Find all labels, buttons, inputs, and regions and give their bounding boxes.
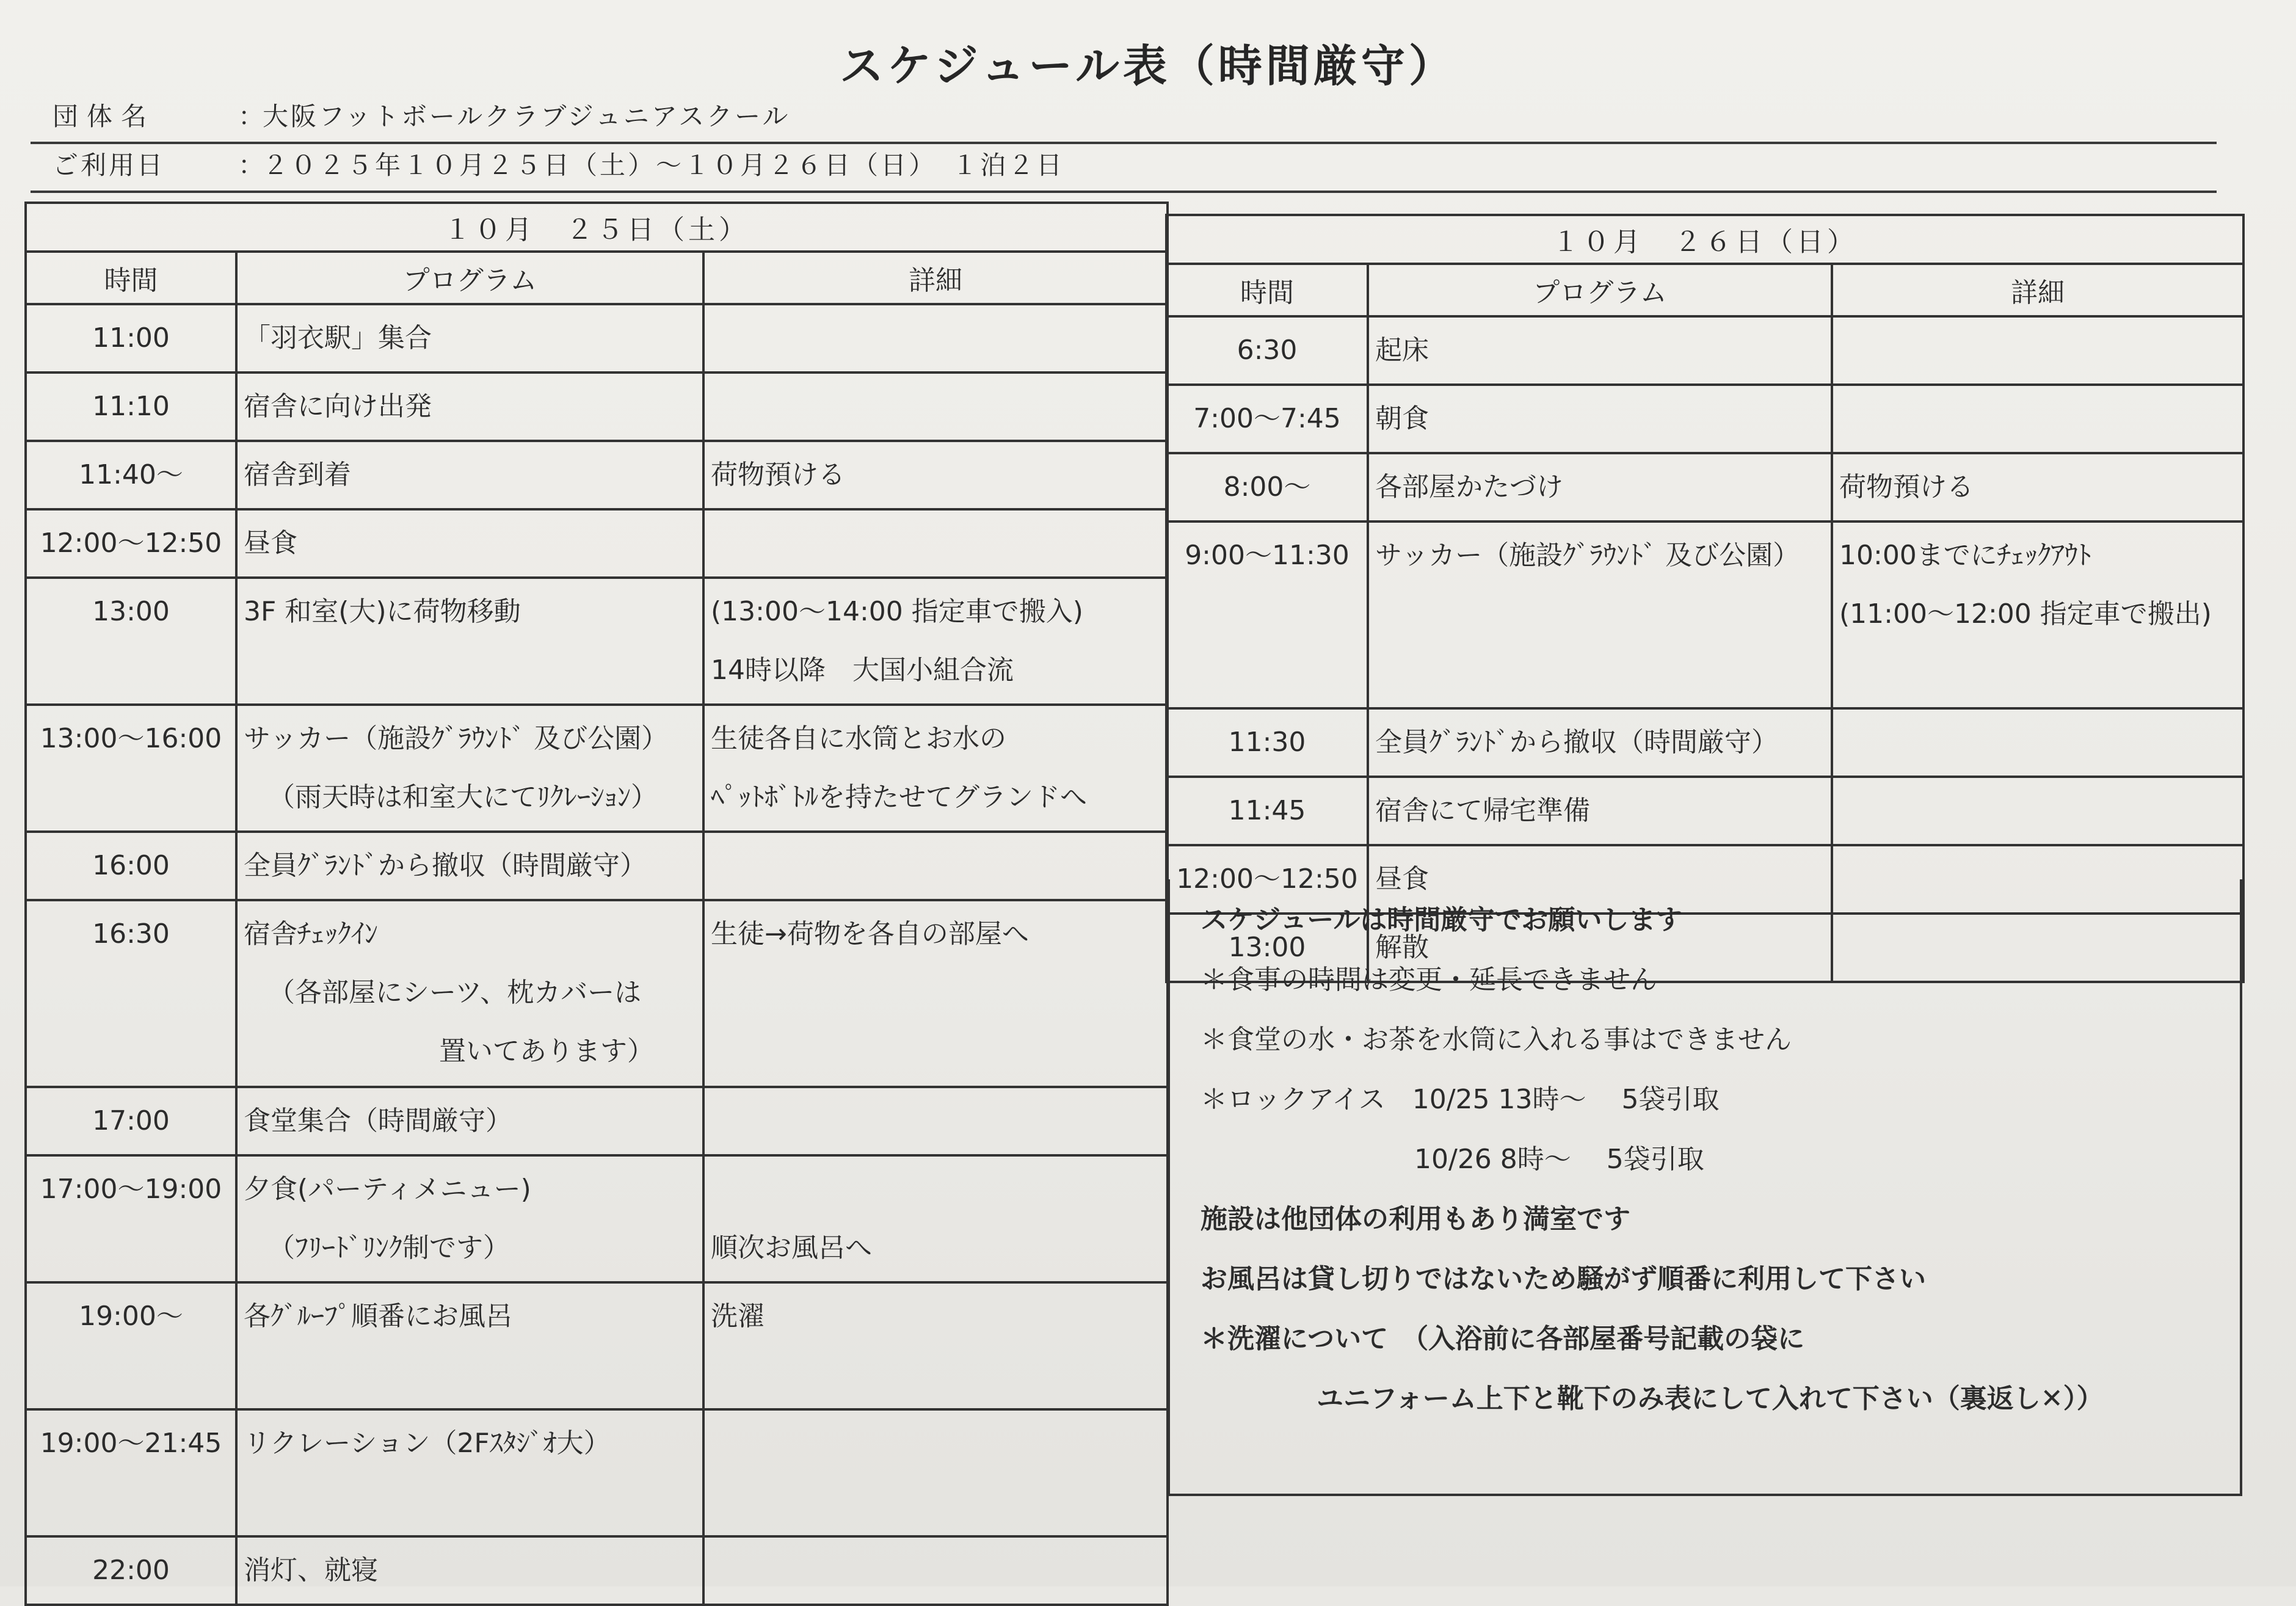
program-text: 「羽衣駅」集合 (244, 322, 432, 354)
schedule-row (26, 578, 1168, 705)
detail-text: 生徒→荷物を各自の部屋へ (711, 918, 1029, 950)
group-row (31, 92, 2217, 144)
row-time (26, 1087, 236, 1155)
schedule-row (26, 372, 1168, 441)
group-colon: ： (238, 101, 264, 131)
schedule-row (26, 509, 1168, 578)
detail-text: 生徒各自に水筒とお水の (711, 723, 1006, 754)
row-time (26, 1282, 236, 1409)
row-detail (1832, 777, 2243, 845)
program-text: 全員ｸﾞﾗﾝﾄﾞから撤収（時間厳守） (1375, 727, 1778, 758)
row-time (1166, 521, 1368, 708)
detail-text: 荷物預ける (1839, 471, 1974, 503)
program-text: 3F 和室(大)に荷物移動 (244, 596, 521, 627)
row-time (26, 304, 236, 372)
time-text: 11:30 (1228, 727, 1306, 758)
row-detail (703, 372, 1168, 441)
note-line: スケジュールは時間厳守でお願いします (1201, 904, 1683, 936)
row-time (26, 509, 236, 578)
row-detail (1832, 708, 2243, 777)
row-time (1166, 316, 1368, 385)
row-program (1368, 453, 1832, 521)
row-program (236, 1087, 703, 1155)
note-line: 施設は他団体の利用もあり満室です (1201, 1204, 1630, 1235)
time-text: 6:30 (1237, 335, 1298, 366)
row-detail (703, 441, 1168, 509)
detail-text: 洗濯 (711, 1301, 765, 1332)
schedule-row (26, 441, 1168, 509)
row-detail (1832, 521, 2243, 708)
time-text: 16:30 (92, 918, 170, 950)
page-title: スケジュール表（時間厳守） (840, 40, 1456, 92)
day2-program-header: プログラム (1368, 264, 1832, 316)
row-time (26, 441, 236, 509)
row-detail (703, 705, 1168, 832)
row-detail (703, 509, 1168, 578)
day2-title: １０月 ２６日（日） (1166, 215, 2243, 264)
time-text: 19:00～ (79, 1301, 183, 1332)
row-detail (703, 1282, 1168, 1409)
row-detail (703, 1155, 1168, 1282)
program-text: 消灯、就寝 (244, 1555, 378, 1586)
row-program (236, 1282, 703, 1409)
note-line: ＊ロックアイス 10/25 13時～ 5袋引取 (1201, 1084, 1720, 1115)
time-text: 9:00～11:30 (1185, 540, 1350, 571)
schedule-row (1166, 777, 2243, 845)
detail-text: (11:00～12:00 指定車で搬出) (1839, 598, 2212, 630)
row-time (26, 832, 236, 900)
schedule-row (26, 1409, 1168, 1536)
row-detail (703, 1409, 1168, 1536)
program-text: 宿舎到着 (244, 459, 351, 490)
time-text: 12:00～12:50 (40, 528, 222, 559)
day1-schedule-table (24, 202, 1169, 1606)
program-text: 宿舎にて帰宅準備 (1375, 795, 1590, 826)
row-time (26, 372, 236, 441)
day1-time-header: 時間 (26, 252, 236, 304)
row-time (26, 578, 236, 705)
time-text: 17:00～19:00 (40, 1174, 222, 1205)
row-time (1166, 453, 1368, 521)
row-program (1368, 385, 1832, 453)
program-text: 宿舎に向け出発 (244, 391, 432, 422)
row-program (1368, 777, 1832, 845)
schedule-row (26, 1155, 1168, 1282)
detail-text: ﾍﾟｯﾄﾎﾞﾄﾙを持たせてグランドへ (711, 782, 1087, 813)
day1-detail-header: 詳細 (703, 252, 1168, 304)
time-text: 12:00～12:50 (1176, 863, 1358, 895)
note-line: ユニフォーム上下と靴下のみ表にして入れて下さい（裏返し✕）） (1317, 1383, 2104, 1414)
detail-text (711, 1160, 1160, 1219)
row-program (236, 578, 703, 705)
time-text: 17:00 (92, 1105, 170, 1136)
row-time (1166, 385, 1368, 453)
program-text: 全員ｸﾞﾗﾝﾄﾞから撤収（時間厳守） (244, 850, 647, 881)
row-program (236, 1409, 703, 1536)
program-text: 昼食 (244, 528, 297, 559)
row-time (26, 900, 236, 1087)
row-detail (1832, 453, 2243, 521)
schedule-row (26, 1282, 1168, 1409)
detail-text: 順次お風呂へ (711, 1232, 872, 1263)
row-time (1166, 708, 1368, 777)
schedule-row (26, 900, 1168, 1087)
time-text: 11:40～ (79, 459, 183, 490)
row-program (236, 372, 703, 441)
schedule-row (1166, 385, 2243, 453)
row-program (236, 441, 703, 509)
notes-box (1168, 879, 2242, 1496)
note-line: ＊洗濯について （入浴前に各部屋番号記載の袋に (1201, 1323, 1805, 1354)
row-detail (703, 1536, 1168, 1605)
row-program (236, 304, 703, 372)
time-text: 11:45 (1228, 795, 1306, 826)
row-time (26, 1536, 236, 1605)
date-row (31, 140, 2217, 193)
row-detail (703, 1087, 1168, 1155)
note-line: 10/26 8時～ 5袋引取 (1414, 1144, 1704, 1175)
schedule-row (1166, 453, 2243, 521)
row-time (26, 1155, 236, 1282)
date-colon: ： (238, 150, 264, 180)
day1-title: １０月 ２５日（土） (26, 203, 1168, 252)
row-detail (1832, 316, 2243, 385)
program-text: 昼食 (1375, 863, 1429, 895)
detail-text: 荷物預ける (711, 459, 845, 490)
schedule-row (26, 304, 1168, 372)
program-text: 解散 (1375, 932, 1429, 963)
detail-text: (13:00～14:00 指定車で搬入) (711, 596, 1083, 627)
program-text: リクレーション（2Fｽﾀｼﾞｵ大） (244, 1428, 611, 1459)
time-text: 7:00～7:45 (1193, 403, 1341, 434)
row-time (26, 1409, 236, 1536)
time-text: 16:00 (92, 850, 170, 881)
row-program (1368, 316, 1832, 385)
detail-text: 10:00までにﾁｪｯｸｱｳﾄ (1839, 540, 2091, 571)
row-program (236, 705, 703, 832)
row-detail (703, 304, 1168, 372)
row-program (236, 1155, 703, 1282)
program-text: 各部屋かたづけ (1375, 471, 1563, 503)
day2-detail-header: 詳細 (1832, 264, 2243, 316)
date-value: ２０２５年１０月２５日（土）～１０月２６日（日） １泊２日 (263, 150, 1065, 180)
program-text: 宿舎ﾁｪｯｸｲﾝ (244, 918, 378, 950)
row-program (236, 832, 703, 900)
schedule-row (26, 832, 1168, 900)
detail-text: 14時以降 大国小組合流 (711, 655, 1014, 686)
schedule-row (1166, 708, 2243, 777)
day1-program-header: プログラム (236, 252, 703, 304)
row-program (236, 1536, 703, 1605)
time-text: 8:00～ (1223, 471, 1311, 503)
program-text: 夕食(パーティメニュー) (244, 1174, 531, 1205)
row-detail (703, 832, 1168, 900)
time-text: 22:00 (92, 1555, 170, 1586)
group-label: 団体名 (53, 101, 156, 131)
day2-schedule-table (1165, 214, 2245, 983)
row-program (236, 900, 703, 1087)
row-time (26, 705, 236, 832)
time-text: 13:00 (92, 596, 170, 627)
row-program (1368, 521, 1832, 708)
row-detail (1832, 385, 2243, 453)
program-text: 食堂集合（時間厳守） (244, 1105, 512, 1136)
schedule-row (26, 1087, 1168, 1155)
program-text: 各ｸﾞﾙｰﾌﾟ順番にお風呂 (244, 1301, 512, 1332)
program-text: 起床 (1375, 335, 1429, 366)
schedule-row (1166, 316, 2243, 385)
time-text: 13:00 (1228, 932, 1306, 963)
schedule-row (26, 1536, 1168, 1605)
row-detail (703, 578, 1168, 705)
program-text: サッカー（施設ｸﾞﾗｳﾝﾄﾞ 及び公園） (244, 723, 669, 754)
group-name: 大阪フットボールクラブジュニアスクール (263, 101, 791, 131)
schedule-row (26, 705, 1168, 832)
row-detail (703, 900, 1168, 1087)
row-time (1166, 777, 1368, 845)
time-text: 13:00～16:00 (40, 723, 222, 754)
note-line: ＊食堂の水・お茶を水筒に入れる事はできません (1201, 1024, 1792, 1055)
row-program (1368, 708, 1832, 777)
program-text: （雨天時は和室大にてﾘｸﾚｰｼｮﾝ） (268, 782, 658, 813)
program-text: 置いてあります） (439, 1036, 654, 1067)
date-label: ご利用日 (53, 150, 165, 180)
time-text: 11:00 (92, 322, 170, 354)
program-text: （ﾌﾘｰﾄﾞﾘﾝｸ制です） (268, 1232, 510, 1263)
program-text: サッカー（施設ｸﾞﾗｳﾝﾄﾞ 及び公園） (1375, 540, 1800, 571)
time-text: 11:10 (92, 391, 170, 422)
program-text: 朝食 (1375, 403, 1429, 434)
note-line: ＊食事の時間は変更・延長できません (1201, 964, 1657, 995)
time-text: 19:00～21:45 (40, 1428, 222, 1459)
note-line: お風呂は貸し切りではないため騒がず順番に利用して下さい (1201, 1263, 1926, 1295)
program-text: （各部屋にシーツ、枕カバーは (268, 977, 642, 1008)
schedule-row (1166, 521, 2243, 708)
row-program (236, 509, 703, 578)
day2-time-header: 時間 (1166, 264, 1368, 316)
